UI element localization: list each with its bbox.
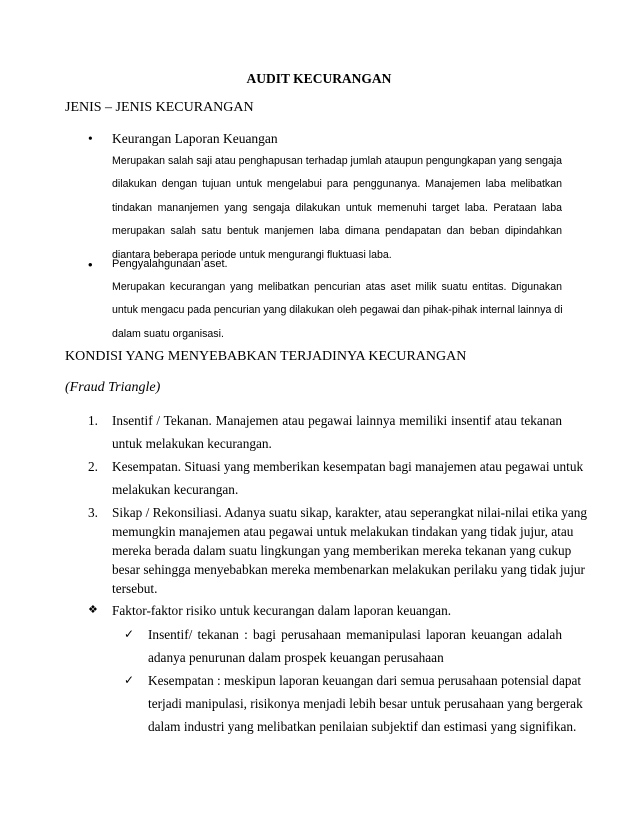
paragraph-line: Merupakan salah saji atau penghapusan terhadap jumlah ataupun pengungkapan yang sengaja — [112, 155, 562, 167]
risk-check-text — [148, 627, 562, 673]
checkmark-icon: ✓ — [124, 627, 135, 641]
bullet-label: Pengyalahgunaan aset. — [112, 258, 228, 270]
risk-line: Insentif/ tekanan : bagi perusahaan memanipulasi laporan keuangan adalah — [148, 627, 562, 642]
heading-kondisi: KONDISI YANG MENYEBABKAN TERJADINYA KECURANGAN — [65, 349, 467, 364]
risk-line: dalam industri yang melibatkan penilaian subjektif dan estimasi yang signifikan. — [148, 719, 577, 734]
list-item — [88, 505, 588, 600]
list-number: 2. — [88, 459, 98, 474]
list-item — [88, 459, 584, 505]
numbered-list — [88, 413, 588, 600]
risk-factors-label: Faktor-faktor risiko untuk kecurangan dalam laporan keuangan. — [112, 603, 452, 618]
bullet-paragraph-laporan-keuangan — [112, 153, 562, 270]
risk-line: adanya penurunan dalam prospek keuangan perusahaan — [148, 650, 444, 665]
list-line: Insentif / Tekanan. Manajemen atau pegawai lainnya memiliki insentif atau tekanan — [112, 413, 562, 428]
list-number: 1. — [88, 413, 98, 428]
list-line: Kesempatan. Situasi yang memberikan kesempatan bagi manajemen atau pegawai untuk — [112, 459, 584, 474]
list-line: memungkin manajemen atau pegawai untuk melakukan tindakan yang tidak jujur, atau — [112, 524, 574, 539]
bullet-dot-icon: • — [88, 131, 93, 146]
diamond-bullet-icon: ❖ — [88, 604, 98, 616]
list-line: untuk melakukan kecurangan. — [112, 436, 272, 451]
list-line: tersebut. — [112, 581, 158, 596]
list-line: mereka berada dalam suatu lingkungan yang memberikan mereka tekanan yang cukup — [112, 543, 572, 558]
paragraph-line: untuk mengacu pada pencurian yang dilakukan oleh pegawai dan pihak-pihak internal lainnya di — [112, 304, 563, 317]
list-line: besar sehingga menyebabkan mereka membenarkan melakukan perilaku yang tidak jujur — [112, 562, 585, 577]
checkmark-icon: ✓ — [124, 673, 135, 687]
bullet-dot-icon: • — [88, 257, 93, 272]
risk-check-text — [148, 673, 583, 742]
heading-fraud-triangle: (Fraud Triangle) — [65, 380, 161, 395]
heading-jenis-kecurangan: JENIS – JENIS KECURANGAN — [65, 100, 254, 115]
document-title: AUDIT KECURANGAN — [246, 71, 392, 86]
paragraph-line: merupakan salah satu bentuk manjemen laba dimana pendapatan dan beban dipindahkan — [112, 225, 562, 238]
list-number: 3. — [88, 505, 98, 520]
paragraph-line: dilakukan dengan tujuan untuk mengelabui para penggunanya. Manajemen laba melibatkan — [112, 178, 562, 191]
bullet-label: Keurangan Laporan Keuangan — [112, 131, 278, 146]
risk-line: terjadi manipulasi, risikonya menjadi lebih besar untuk perusahaan yang bergerak — [148, 696, 583, 711]
list-item — [88, 413, 562, 459]
paragraph-line: diantara beberapa periode untuk mengurangi fluktuasi laba. — [112, 248, 392, 261]
list-line: Sikap / Rekonsiliasi. Adanya suatu sikap, karakter, atau seperangkat nilai-nilai etika yang — [112, 505, 588, 520]
paragraph-line: Merupakan kecurangan yang melibatkan pencurian atas aset milik suatu entitas. Digunakan — [112, 281, 562, 293]
list-line: melakukan kecurangan. — [112, 482, 239, 497]
paragraph-line: tindakan mananjemen yang sengaja dilakukan untuk memenuhi target laba. Perataan laba — [112, 201, 562, 214]
risk-line: Kesempatan : meskipun laporan keuangan dari semua perusahaan potensial dapat — [148, 673, 582, 688]
paragraph-line: dalam suatu organisasi. — [112, 327, 224, 340]
bullet-paragraph-penyalahgunaan-aset — [112, 279, 562, 349]
